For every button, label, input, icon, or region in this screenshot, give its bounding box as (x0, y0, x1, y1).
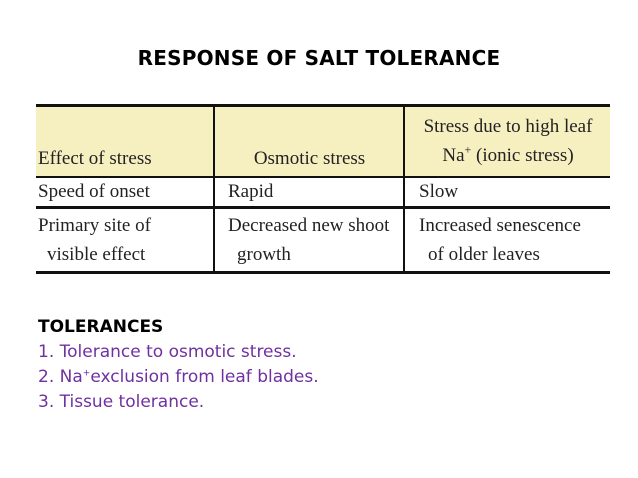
table-column-divider-1 (213, 106, 215, 274)
row1-effect: Speed of onset (38, 181, 150, 202)
row2-ionic (419, 211, 581, 269)
salt-stress-table (36, 104, 610, 274)
tolerances-section (38, 315, 319, 415)
tolerance-item-2-rest: exclusion from leaf blades. (90, 367, 319, 387)
header-ionic-stress-line1: Stress due to high leaf (423, 116, 593, 137)
row1-ionic: Slow (419, 181, 459, 202)
table-top-rule (36, 104, 610, 107)
row2-ionic-line1: Increased senescence (419, 215, 581, 236)
header-na-text: Na (442, 145, 465, 166)
row2-effect (38, 211, 151, 269)
row2-effect-line1: Primary site of (38, 215, 151, 236)
header-effect-of-stress: Effect of stress (38, 148, 152, 169)
table-column-divider-2 (403, 106, 405, 274)
row2-osmotic (228, 211, 389, 269)
tolerance-item-2-superscript: + (82, 368, 91, 379)
header-na-superscript: + (464, 142, 472, 157)
tolerance-item-2 (38, 365, 319, 390)
table-bottom-rule (36, 271, 610, 274)
slide-title: RESPONSE OF SALT TOLERANCE (137, 46, 501, 70)
header-ionic-stress (406, 112, 610, 170)
tolerance-item-3: 3. Tissue tolerance. (38, 392, 205, 412)
tolerances-heading: TOLERANCES (38, 317, 164, 337)
row2-ionic-line2: of older leaves (428, 244, 540, 265)
row2-osmotic-line1: Decreased new shoot (228, 215, 390, 236)
header-ionic-text: (ionic stress) (471, 145, 574, 166)
row2-effect-line2: visible effect (47, 244, 146, 265)
header-osmotic-stress: Osmotic stress (253, 148, 366, 169)
tolerance-item-1: 1. Tolerance to osmotic stress. (38, 342, 297, 362)
row2-osmotic-line2: growth (237, 244, 291, 265)
header-ionic-stress-line2 (406, 141, 610, 170)
row1-osmotic: Rapid (228, 181, 274, 202)
table-row-rule (36, 206, 610, 209)
tolerance-item-2-prefix: 2. Na (38, 367, 83, 387)
